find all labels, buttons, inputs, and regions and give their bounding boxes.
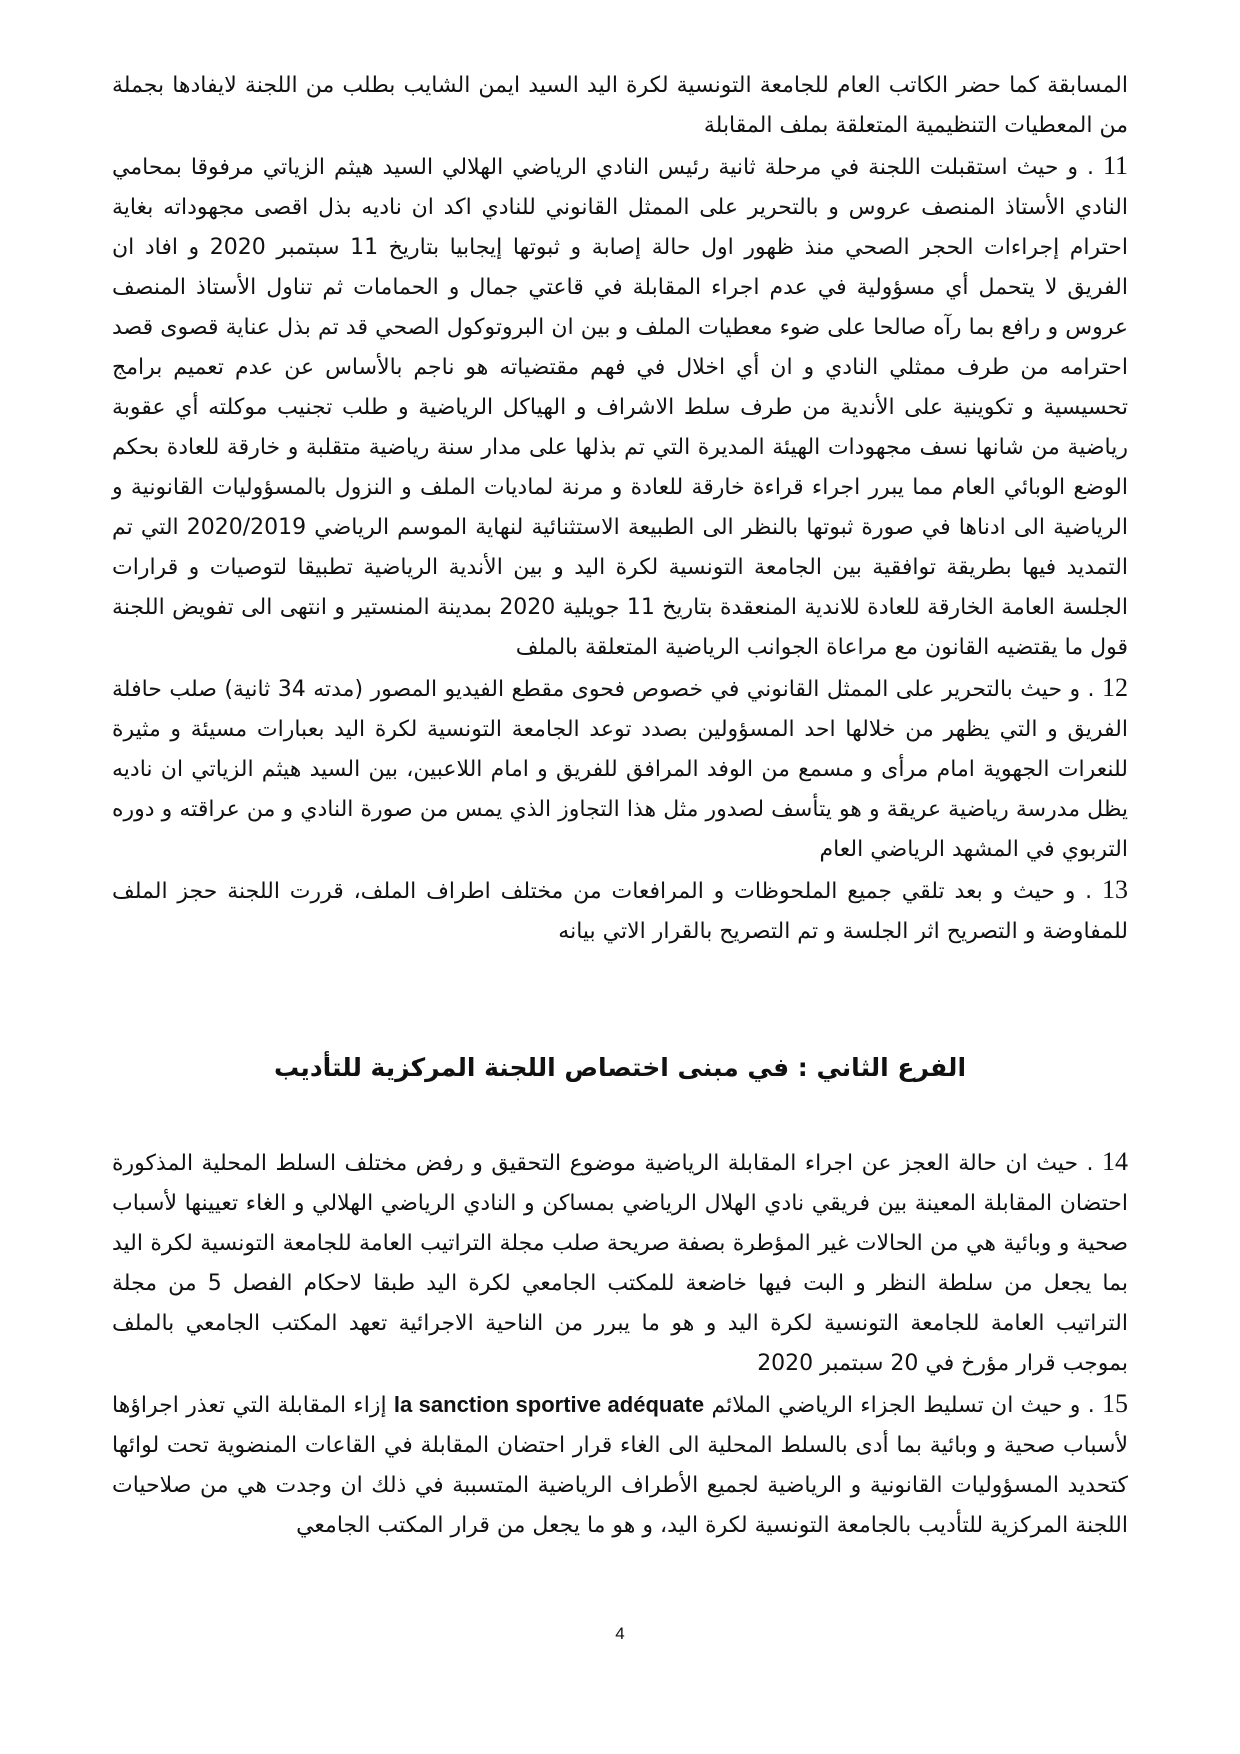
paragraph-12 bbox=[112, 668, 1128, 870]
paragraph-13 bbox=[112, 870, 1128, 952]
paragraph-text: . و حيث استقبلت اللجنة في مرحلة ثانية رئيس النادي الرياضي الهلالي السيد هيثم الزياتي مرفوقا بمحامي النادي الأستاذ المنصف عروس و بالتحرير على الممثل القانوني للنادي اكد ان ناديه بذل اقصى مجهوداته بغاية احترام إجراءات الحجر الصحي منذ ظهور اول حالة إصابة و ثبوتها إيجابيا بتاريخ 11 سبتمبر 2020 و افاد ان الفريق لا يتحمل أي مسؤولية في عدم اجراء المقابلة في قاعتي جمال و الحمامات ثم تناول الأستاذ المنصف عروس و رافع بما رآه صالحا على ضوء معطيات الملف و بين ان البروتوكول الصحي قد تم بذل عناية قصوى قصد احترامه من طرف ممثلي النادي و ان أي اخلال في فهم مقتضياته هو ناجم بالأساس عن عدم تعميم برامج تحسيسية و تكوينية على الأندية من طرف سلط الاشراف و الهياكل الرياضية و طلب تجنيب موكلته أي عقوبة رياضية من شانها نسف مجهودات الهيئة المديرة التي تم بذلها على مدار سنة رياضية متقلبة و خارقة للعادة بحكم الوضع الوبائي العام مما يبرر اجراء قراءة خارقة للعادة و مرنة لماديات الملف و النزول بالمسؤوليات القانونية و الرياضية الى ادناها في صورة ثبوتها بالنظر الى الطبيعة الاستثنائية لنهاية الموسم الرياضي 2020/2019 التي تم التمديد فيها بطريقة توافقية بين الجامعة التونسية لكرة اليد و بين الأندية الرياضية تطبيقا لتوصيات و قرارات الجلسة العامة الخارقة للعادة للاندية المنعقدة بتاريخ 11 جويلية 2020 بمدينة المنستير و انتهى الى تفويض اللجنة قول ما يقتضيه القانون مع مراعاة الجوانب الرياضية المتعلقة بالملف bbox=[112, 155, 1129, 660]
body-text-bottom bbox=[112, 1142, 1128, 1546]
paragraph-11 bbox=[112, 146, 1128, 668]
paragraph-text-before: . و حيث ان تسليط الجزاء الرياضي الملائم bbox=[711, 1393, 1095, 1418]
paragraph-number: 11 bbox=[1102, 151, 1128, 180]
paragraph-number: 12 bbox=[1102, 673, 1128, 702]
paragraph-number: 13 bbox=[1102, 875, 1128, 904]
paragraph-text: المسابقة كما حضر الكاتب العام للجامعة التونسية لكرة اليد السيد ايمن الشايب بطلب من اللجنة لايفادها بجملة من المعطيات التنظيمية المتعلقة بملف المقابلة bbox=[112, 73, 1128, 138]
paragraph-continuation bbox=[112, 66, 1128, 146]
paragraph-text-after: إزاء المقابلة التي تعذر اجراؤها لأسباب صحية و وبائية بما أدى بالسلط المحلية الى الغاء قرار احتضان المقابلة في القاعات المنضوية تحت لوائها كتحديد المسؤوليات القانونية و الرياضية لجميع الأطراف الرياضية المتسببة في ذلك ان وجدت هي من صلاحيات اللجنة المركزية للتأديب بالجامعة التونسية لكرة اليد، و هو ما يجعل من قرار المكتب الجامعي bbox=[112, 1393, 1128, 1538]
section-heading: الفرع الثاني : في مبنى اختصاص اللجنة المركزية للتأديب bbox=[273, 1053, 967, 1082]
paragraph-text: . حيث ان حالة العجز عن اجراء المقابلة الرياضية موضوع التحقيق و رفض مختلف السلط المحلية المذكورة احتضان المقابلة المعينة بين فريقي نادي الهلال الرياضي بمساكن و النادي الرياضي الهلالي و الغاء تعيينها لأسباب صحية و وبائية هي من الحالات غير المؤطرة بصفة صريحة صلب مجلة التراتيب العامة للجامعة التونسية لكرة اليد بما يجعل من سلطة النظر و البت فيها خاضعة للمكتب الجامعي لكرة اليد طبقا لاحكام الفصل 5 من مجلة التراتيب العامة للجامعة التونسية لكرة اليد و هو ما يبرر من الناحية الاجرائية تعهد المكتب الجامعي بالملف بموجب قرار مؤرخ في 20 سبتمبر 2020 bbox=[112, 1151, 1128, 1376]
page-number: 4 bbox=[615, 1624, 625, 1643]
paragraph-14 bbox=[112, 1142, 1128, 1384]
paragraph-text: . و حيث و بعد تلقي جميع الملحوظات و المرافعات من مختلف اطراف الملف، قررت اللجنة حجز الملف للمفاوضة و التصريح اثر الجلسة و تم التصريح بالقرار الاتي بيانه bbox=[112, 879, 1128, 944]
paragraph-text: . و حيث بالتحرير على الممثل القانوني في خصوص فحوى مقطع الفيديو المصور (مدته 34 ثانية) صلب حافلة الفريق و التي يظهر من خلالها احد المسؤولين بصدد توعد الجامعة التونسية لكرة اليد بعبارات مسيئة و مثيرة للنعرات الجهوية امام مرأى و مسمع من الوفد المرافق للفريق و امام اللاعبين، بين السيد هيثم الزياتي ان ناديه يظل مدرسة رياضية عريقة و هو يتأسف لصدور مثل هذا التجاوز الذي يمس من صورة النادي و من عراقته و دوره التربوي في المشهد الرياضي العام bbox=[112, 677, 1128, 862]
latin-phrase: la sanction sportive adéquate bbox=[393, 1392, 705, 1417]
paragraph-number: 14 bbox=[1102, 1147, 1129, 1176]
paragraph-number: 15 bbox=[1102, 1389, 1129, 1418]
body-text-top bbox=[112, 66, 1128, 952]
paragraph-15 bbox=[112, 1384, 1128, 1546]
